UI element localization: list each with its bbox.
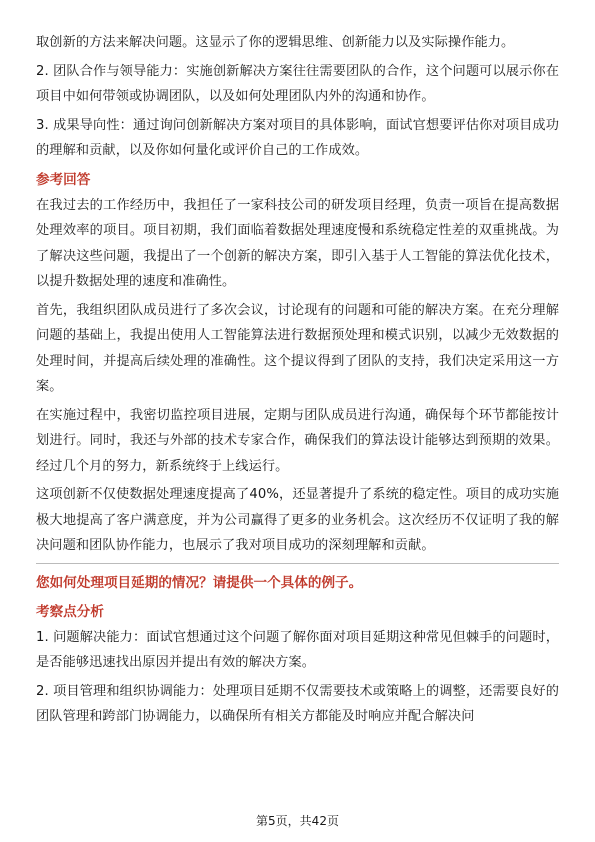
reference-paragraph-3: 在实施过程中，我密切监控项目进展，定期与团队成员进行沟通，确保每个环节都能按计划进行。同时，我还与外部的技术专家合作，确保我们的算法设计能够达到预期的效果。经过几个月的努力，新系统终于上线运行。 (36, 407, 559, 474)
document-body (36, 30, 559, 733)
analysis-point-2-prev: 2. 团队合作与领导能力：实施创新解决方案往往需要团队的合作，这个问题可以展示你在项目中如何带领或协调团队，以及如何处理团队内外的沟通和协作。 (36, 63, 559, 104)
section-divider (36, 563, 559, 564)
question-heading: 您如何处理项目延期的情况？请提供一个具体的例子。 (36, 574, 363, 591)
page-number-footer: 第5页，共42页 (256, 814, 339, 828)
reference-answer-heading: 参考回答 (36, 171, 91, 188)
reference-paragraph-4: 这项创新不仅使数据处理速度提高了40%，还显著提升了系统的稳定性。项目的成功实施极大地提高了客户满意度，并为公司赢得了更多的业务机会。这次经历不仅证明了我的解决问题和团队协作能力，也展示了我对项目成功的深刻理解和贡献。 (36, 487, 559, 553)
analysis-point-1: 1. 问题解决能力：面试官想通过这个问题了解你面对项目延期这种常见但棘手的问题时，是否能够迅速找出原因并提出有效的解决方案。 (36, 629, 559, 670)
analysis-point-2: 2. 项目管理和组织协调能力：处理项目延期不仅需要技术或策略上的调整，还需要良好的团队管理和跨部门协调能力，以确保所有相关方都能及时响应并配合解决问 (36, 683, 559, 724)
reference-paragraph-1: 在我过去的工作经历中，我担任了一家科技公司的研发项目经理，负责一项旨在提高数据处理效率的项目。项目初期，我们面临着数据处理速度慢和系统稳定性差的双重挑战。为了解决这些问题，我提出了一个创新的解决方案，即引入基于人工智能的算法优化技术，以提升数据处理的速度和准确性。 (36, 197, 559, 289)
reference-paragraph-2: 首先，我组织团队成员进行了多次会议，讨论现有的问题和可能的解决方案。在充分理解问题的基础上，我提出使用人工智能算法进行数据预处理和模式识别，以减少无效数据的处理时间，并提高后续处理的准确性。这个提议得到了团队的支持，我们决定采用这一方案。 (36, 302, 559, 394)
analysis-heading: 考察点分析 (36, 603, 104, 620)
intro-tail-paragraph: 取创新的方法来解决问题。这显示了你的逻辑思维、创新能力以及实际操作能力。 (36, 35, 515, 50)
analysis-point-3-prev: 3. 成果导向性：通过询问创新解决方案对项目的具体影响，面试官想要评估你对项目成功的理解和贡献，以及你如何量化或评价自己的工作成效。 (36, 117, 559, 158)
